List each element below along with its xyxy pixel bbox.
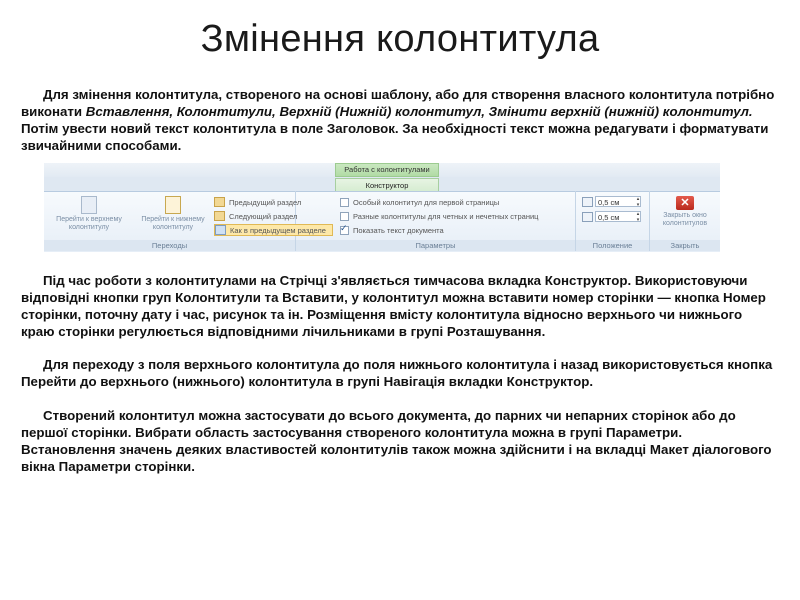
group-navigation	[44, 191, 326, 251]
different-odd-even-check-icon	[340, 212, 349, 221]
paragraph-intro-menu-path: Вставлення, Колонтитули, Верхній (Нижній) колонтитул, Змінити верхній (нижній) колонтитул.	[85, 104, 753, 119]
show-document-text-checkbox[interactable]	[340, 224, 444, 236]
different-first-page-label: Особый колонтитул для первой страницы	[353, 197, 500, 207]
paragraph-intro	[21, 86, 777, 154]
header-position-icon	[582, 197, 593, 207]
page-title: Змінення колонтитула	[200, 18, 600, 60]
context-tab-title: Работа с колонтитулами	[335, 163, 439, 177]
group-options	[296, 191, 576, 251]
goto-header-label: Перейти к верхнему колонтитулу	[56, 216, 122, 231]
close-icon: ✕	[676, 196, 694, 210]
different-first-page-check-icon	[340, 198, 349, 207]
tab-constructor[interactable]: Конструктор	[335, 178, 439, 192]
different-odd-even-checkbox[interactable]	[340, 210, 538, 222]
group-options-label: Параметры	[296, 240, 575, 251]
previous-section-label: Предыдущий раздел	[229, 197, 302, 207]
link-to-previous-icon	[215, 225, 226, 235]
footer-position-value[interactable]: 0,5 см ▴▾	[595, 211, 641, 222]
different-odd-even-label: Разные колонтитулы для четных и нечетных страниц	[353, 211, 539, 221]
goto-footer-label: Перейти к нижнему колонтитулу	[141, 216, 205, 231]
paragraph-options: Створений колонтитул можна застосувати до всього документа, до парних чи непарних сторінок або до першої сторінки. Вибрати область застосування створеного колонтитула можна в групі Параметри. Встановлення значень деяких властивостей колонтитулів також можна здійснити і на вкладці Макет діалогового вікна Параметри сторінки.	[21, 408, 772, 474]
footer-position-icon	[582, 212, 593, 222]
paragraph-intro-text-b: Потім увести новий текст колонтитула в поле Заголовок. За необхідності текст можна редагувати і форматувати звичайними способами.	[21, 121, 769, 153]
group-close-label: Закрыть	[650, 240, 720, 251]
close-header-footer-label: Закрыть окно колонтитулов	[662, 212, 708, 227]
paragraph-intro-text-a: Для змінення колонтитула, створеного на основі шаблону, або для створення власного колонтитула потрібно виконати	[21, 87, 775, 119]
group-navigation-label: Переходы	[44, 240, 295, 251]
header-page-icon	[81, 196, 97, 214]
show-document-text-label: Показать текст документа	[353, 225, 444, 235]
footer-position-spinner[interactable]	[582, 211, 641, 222]
goto-footer-button[interactable]	[132, 196, 214, 232]
next-section-label: Следующий раздел	[229, 211, 298, 221]
ribbon-screenshot	[44, 163, 720, 251]
group-close	[650, 191, 720, 251]
header-position-spinner[interactable]	[582, 196, 641, 207]
previous-section-icon	[214, 197, 225, 207]
close-header-footer-button[interactable]	[652, 196, 718, 228]
link-to-previous-label: Как в предыдущем разделе	[230, 225, 326, 235]
next-section-icon	[214, 211, 225, 221]
group-position-label: Положение	[576, 240, 649, 251]
footer-page-icon	[165, 196, 181, 214]
goto-header-button[interactable]	[48, 196, 130, 232]
previous-section-button[interactable]	[214, 196, 301, 208]
next-section-button[interactable]	[214, 210, 297, 222]
header-position-value[interactable]: 0,5 см ▴▾	[595, 196, 641, 207]
show-document-text-check-icon	[340, 226, 349, 235]
paragraph-ribbon-tab: Під час роботи з колонтитулами на Стрічці з'являється тимчасова вкладка Конструктор. Використовуючи відповідні кнопки груп Колонтитули та Вставити, у колонтитул можна вставити номер сторінки — кнопка Номер сторінки, поточну дату і час, рисунок та ін. Розміщення вмісту колонтитула відносно верхнього чи нижнього краю сторінки регулюється відповідними лічильниками в групі Розташування.	[21, 273, 766, 339]
group-position	[576, 191, 650, 251]
paragraph-navigation: Для переходу з поля верхнього колонтитула до поля нижнього колонтитула і назад використовується кнопка Перейти до верхнього (нижнього) колонтитула в групі Навігація вкладки Конструктор.	[21, 357, 773, 389]
different-first-page-checkbox[interactable]	[340, 196, 499, 208]
